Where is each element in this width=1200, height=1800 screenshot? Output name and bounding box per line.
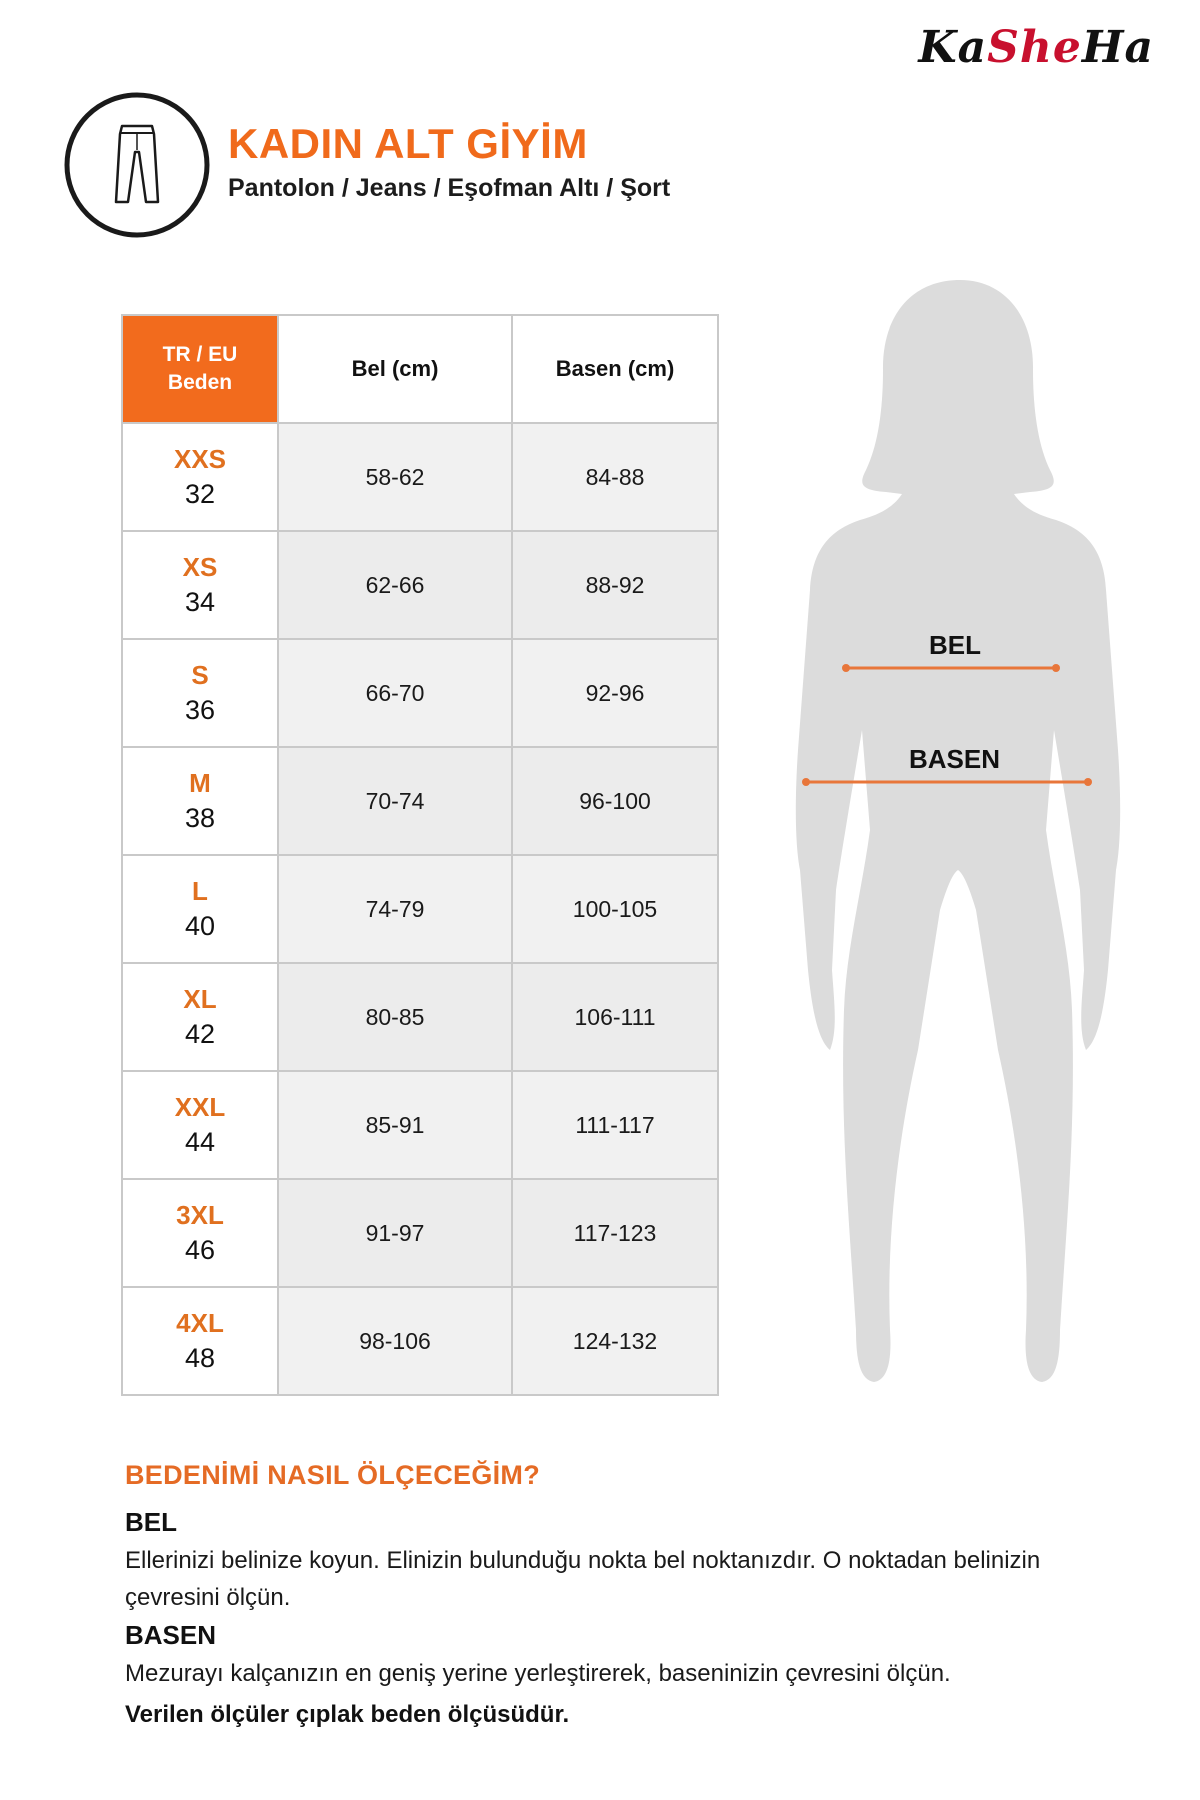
hip-column-header: Basen (cm) bbox=[512, 315, 718, 423]
brand-logo bbox=[918, 22, 1154, 73]
hip-value: 100-105 bbox=[512, 855, 718, 963]
hip-value: 117-123 bbox=[512, 1179, 718, 1287]
waist-value: 66-70 bbox=[278, 639, 512, 747]
size-code: XS bbox=[182, 552, 218, 582]
waist-value: 70-74 bbox=[278, 747, 512, 855]
size-code: L bbox=[192, 876, 208, 906]
size-code: XXS bbox=[173, 444, 227, 474]
size-column-header-line: Beden bbox=[167, 371, 233, 394]
size-chart-table bbox=[121, 314, 719, 1396]
waist-instructions: Ellerinizi belinize koyun. Elinizin bulunduğu nokta bel noktanızdır. O noktadan belinizin çevresini ölçün. bbox=[125, 1547, 1041, 1611]
table-row bbox=[122, 531, 718, 639]
size-number: 34 bbox=[184, 587, 216, 617]
size-column-header bbox=[122, 315, 278, 423]
table-row bbox=[122, 1179, 718, 1287]
hip-value: 124-132 bbox=[512, 1287, 718, 1395]
size-cell bbox=[122, 747, 278, 855]
hip-value: 111-117 bbox=[512, 1071, 718, 1179]
brand-logo-part: Ha bbox=[1081, 22, 1154, 73]
size-cell bbox=[122, 639, 278, 747]
table-row bbox=[122, 963, 718, 1071]
hip-label: BASEN bbox=[909, 744, 1001, 774]
size-code: M bbox=[189, 768, 211, 798]
brand-logo-part: Ka bbox=[918, 22, 988, 73]
size-cell bbox=[122, 1287, 278, 1395]
waist-value: 85-91 bbox=[278, 1071, 512, 1179]
size-number: 32 bbox=[184, 479, 216, 509]
hip-value: 106-111 bbox=[512, 963, 718, 1071]
size-cell bbox=[122, 1071, 278, 1179]
waist-value: 74-79 bbox=[278, 855, 512, 963]
hip-value: 88-92 bbox=[512, 531, 718, 639]
size-number: 44 bbox=[184, 1127, 216, 1157]
measurement-guide bbox=[125, 1460, 1135, 1737]
table-body bbox=[122, 423, 718, 1395]
table-header-row bbox=[122, 315, 718, 423]
table-row bbox=[122, 747, 718, 855]
table-row bbox=[122, 855, 718, 963]
size-cell bbox=[122, 423, 278, 531]
waist-value: 80-85 bbox=[278, 963, 512, 1071]
brand-logo-part: She bbox=[987, 22, 1082, 73]
size-code: S bbox=[191, 660, 209, 690]
waist-heading: BEL bbox=[125, 1507, 177, 1537]
waist-value: 62-66 bbox=[278, 531, 512, 639]
waist-label: BEL bbox=[929, 630, 981, 660]
waist-value: 58-62 bbox=[278, 423, 512, 531]
size-number: 48 bbox=[184, 1343, 216, 1373]
size-code: XXL bbox=[174, 1092, 226, 1122]
waist-value: 98-106 bbox=[278, 1287, 512, 1395]
size-cell bbox=[122, 531, 278, 639]
guide-title: BEDENİMİ NASIL ÖLÇECEĞİM? bbox=[125, 1460, 541, 1490]
size-number: 40 bbox=[184, 911, 216, 941]
table-row bbox=[122, 1071, 718, 1179]
table-row bbox=[122, 1287, 718, 1395]
size-code: 3XL bbox=[176, 1200, 224, 1230]
measurement-note: Verilen ölçüler çıplak beden ölçüsüdür. bbox=[125, 1701, 570, 1728]
hip-value: 96-100 bbox=[512, 747, 718, 855]
size-number: 42 bbox=[184, 1019, 216, 1049]
size-cell bbox=[122, 855, 278, 963]
size-cell bbox=[122, 1179, 278, 1287]
size-number: 36 bbox=[184, 695, 216, 725]
body-silhouette bbox=[790, 270, 1130, 1390]
size-number: 46 bbox=[184, 1235, 216, 1265]
page-subtitle: Pantolon / Jeans / Eşofman Altı / Şort bbox=[228, 174, 671, 202]
size-cell bbox=[122, 963, 278, 1071]
pants-icon bbox=[64, 92, 210, 238]
page-title: KADIN ALT GİYİM bbox=[228, 120, 588, 167]
table-row bbox=[122, 639, 718, 747]
waist-column-header: Bel (cm) bbox=[278, 315, 512, 423]
size-code: 4XL bbox=[176, 1308, 224, 1338]
hip-value: 84-88 bbox=[512, 423, 718, 531]
waist-value: 91-97 bbox=[278, 1179, 512, 1287]
size-code: XL bbox=[183, 984, 217, 1014]
hip-instructions: Mezurayı kalçanızın en geniş yerine yerleştirerek, baseninizin çevresini ölçün. bbox=[125, 1660, 951, 1687]
hip-heading: BASEN bbox=[125, 1620, 217, 1650]
size-column-header-line: TR / EU bbox=[162, 343, 238, 366]
table-row bbox=[122, 423, 718, 531]
hip-value: 92-96 bbox=[512, 639, 718, 747]
size-number: 38 bbox=[184, 803, 216, 833]
